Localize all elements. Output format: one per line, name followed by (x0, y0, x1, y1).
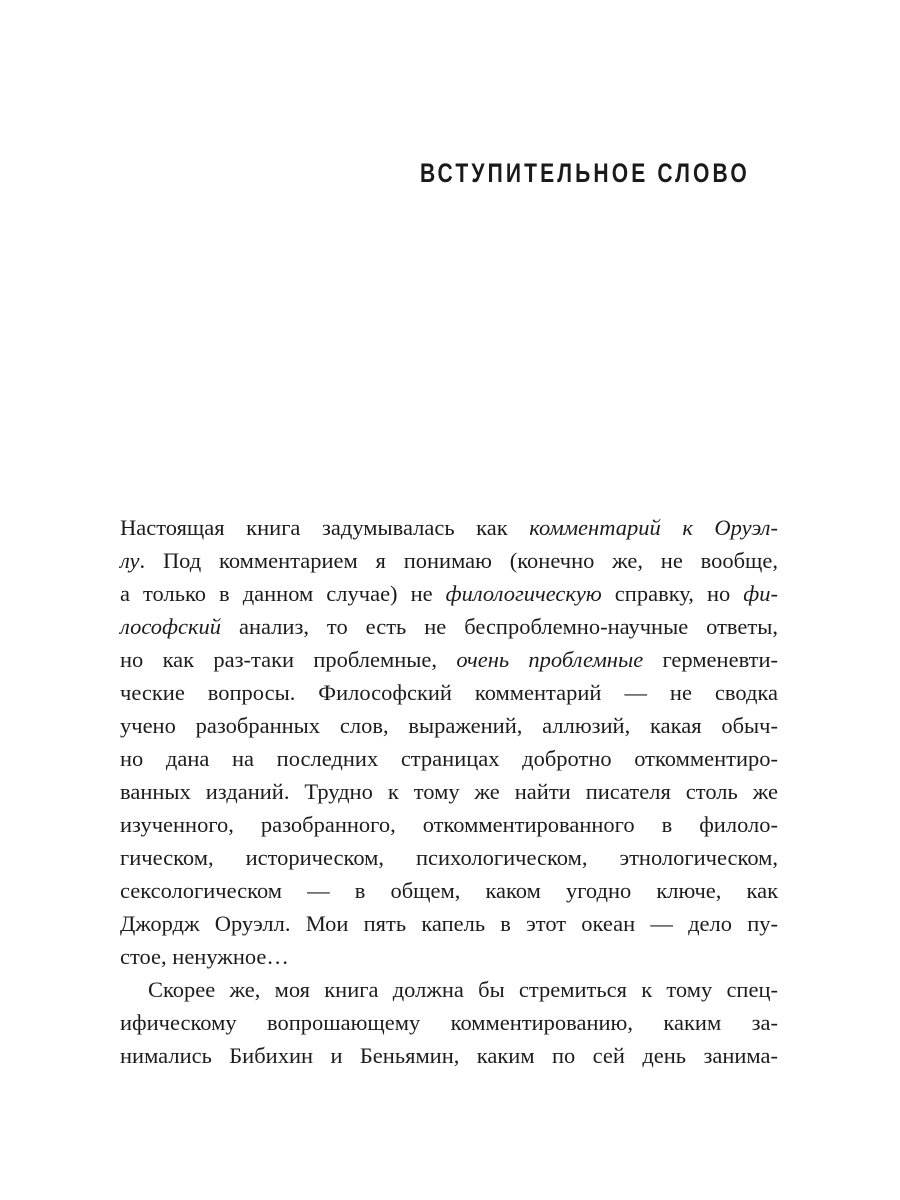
italic-text: очень проблемные (456, 647, 644, 672)
italic-text: филологическую (445, 581, 602, 606)
text-line (120, 709, 778, 742)
italic-text: комментарий к Оруэл- (529, 515, 778, 540)
italic-text: лософский (120, 614, 221, 639)
text-line (120, 940, 778, 973)
text-line (120, 907, 778, 940)
text-line (120, 1006, 778, 1039)
text-segment: анализ, то есть не беспроблемно-научные ответы, (221, 614, 778, 639)
text-line (120, 775, 778, 808)
text-line (120, 577, 778, 610)
text-line (120, 643, 778, 676)
text-segment: справку, но (601, 581, 744, 606)
text-segment: но как раз-таки проблемные, (120, 647, 457, 672)
text-line (120, 874, 778, 907)
text-segment: но дана на последних страницах добротно откомментиро- (120, 746, 778, 771)
text-line (120, 511, 778, 544)
text-line (120, 676, 778, 709)
text-segment: сексологическом — в общем, каком угодно ключе, как (120, 878, 778, 903)
text-segment: . Под комментарием я понимаю (конечно же, не вообще, (139, 548, 778, 573)
italic-text: фи- (743, 581, 778, 606)
body-text (120, 511, 778, 1072)
text-segment: Скорее же, моя книга должна бы стремиться к тому спец- (148, 977, 778, 1002)
text-segment: ческие вопросы. Философский комментарий — не сводка (120, 680, 778, 705)
text-segment: ванных изданий. Трудно к тому же найти писателя столь же (120, 779, 778, 804)
text-segment: Настоящая книга задумывалась как (120, 515, 530, 540)
text-segment: герменевти- (643, 647, 778, 672)
text-segment: Джордж Оруэлл. Мои пять капель в этот океан — дело пу- (120, 911, 778, 936)
text-line (120, 742, 778, 775)
text-segment: а только в данном случае) не (120, 581, 446, 606)
text-segment: учено разобранных слов, выражений, аллюзий, какая обыч- (120, 713, 778, 738)
text-line (120, 610, 778, 643)
text-line (120, 1039, 778, 1072)
text-segment: стое, ненужное… (120, 944, 289, 969)
text-segment: ифическому вопрошающему комментированию, каким за- (120, 1010, 778, 1035)
text-segment: изученного, разобранного, откомментированного в филоло- (120, 812, 778, 837)
text-line (120, 973, 778, 1006)
chapter-title: ВСТУПИТЕЛЬНОЕ СЛОВО (420, 158, 750, 188)
text-line (120, 808, 778, 841)
text-segment: нимались Бибихин и Беньямин, каким по сей день занима- (120, 1043, 778, 1068)
text-line (120, 841, 778, 874)
italic-text: лу (120, 548, 140, 573)
text-segment: гическом, историческом, психологическом, этнологическом, (120, 845, 778, 870)
text-line (120, 544, 778, 577)
